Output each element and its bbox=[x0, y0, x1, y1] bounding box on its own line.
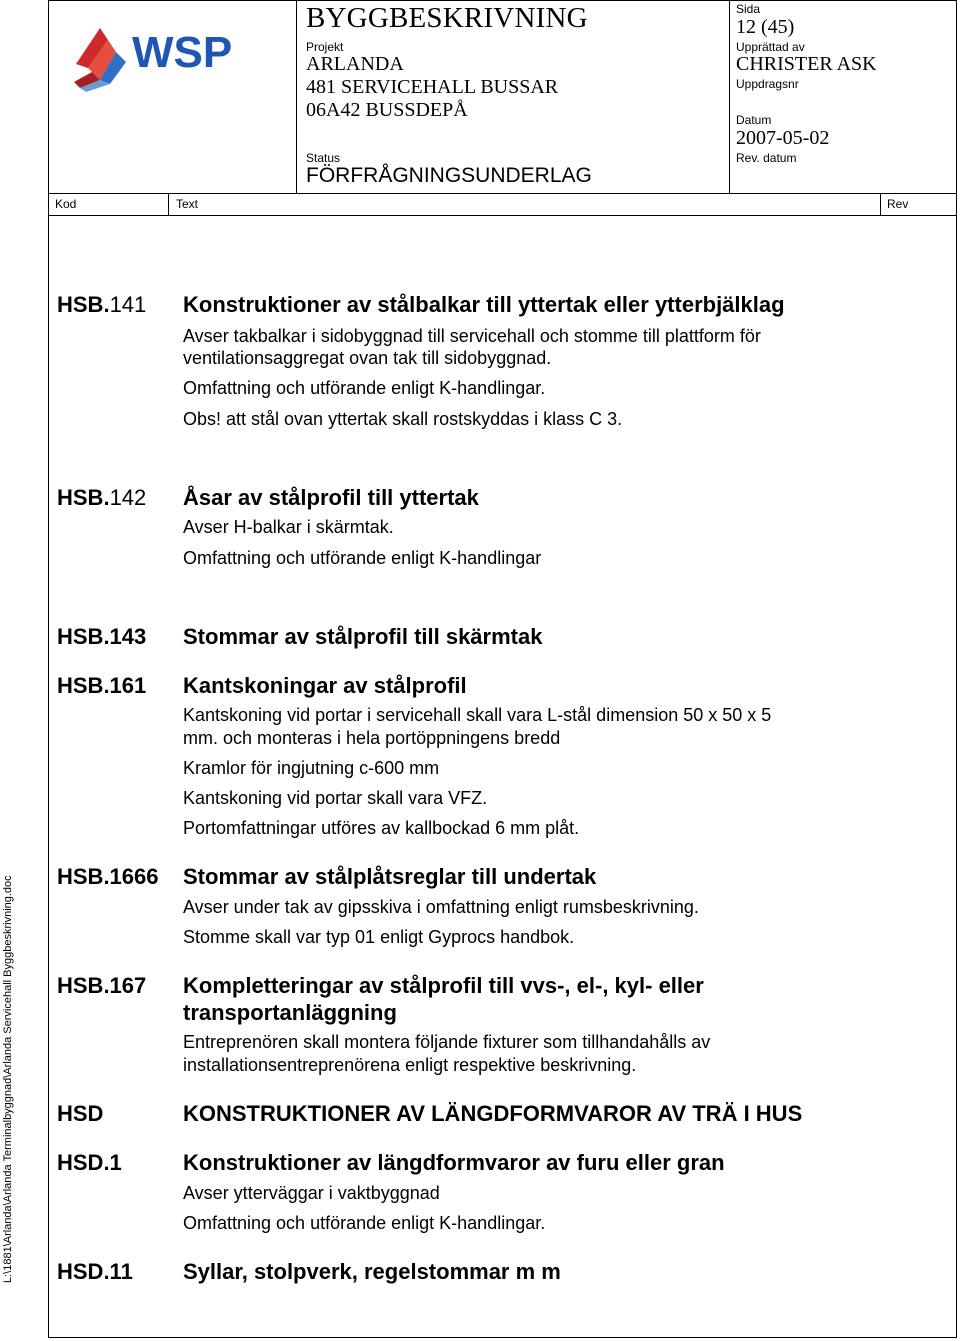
status-value: FÖRFRÅGNINGSUNDERLAG bbox=[306, 164, 592, 187]
section-code: HSB.161 bbox=[57, 673, 147, 698]
project-line-3: 06A42 BUSSDEPÅ bbox=[306, 99, 468, 121]
section-heading: Kantskoningar av stålprofil bbox=[183, 673, 467, 698]
section-heading: transportanläggning bbox=[183, 1000, 397, 1025]
author-value: CHRISTER ASK bbox=[736, 53, 877, 75]
section-text-line: Avser ytterväggar i vaktbyggnad bbox=[183, 1183, 440, 1203]
project-line-2: 481 SERVICEHALL BUSSAR bbox=[306, 76, 559, 98]
section-text-line: mm. och monteras i hela portöppningens bredd bbox=[183, 728, 561, 748]
project-line-1: ARLANDA bbox=[306, 53, 404, 75]
document-type: BYGGBESKRIVNING bbox=[306, 2, 588, 34]
section-heading: Stommar av stålplåtsreglar till undertak bbox=[183, 864, 597, 889]
column-text-heading: Text bbox=[176, 197, 199, 211]
wsp-logo bbox=[70, 22, 260, 92]
section-text-line: Portomfattningar utföres av kallbockad 6 mm plåt. bbox=[183, 818, 580, 838]
page-value: 12 (45) bbox=[736, 16, 795, 38]
section-text-line: Kramlor för ingjutning c-600 mm bbox=[183, 758, 440, 778]
section-text-line: ventilationsaggregat ovan tak till sidobyggnad. bbox=[183, 348, 552, 368]
section-code: HSB.143 bbox=[57, 624, 147, 649]
date-label: Datum bbox=[736, 113, 772, 127]
date-value: 2007-05-02 bbox=[736, 127, 830, 149]
header-divider-right bbox=[729, 0, 730, 193]
column-code-heading: Kod bbox=[55, 197, 77, 211]
rev-date-label: Rev. datum bbox=[736, 151, 797, 165]
file-path-sidebar: L:\1881\Arlanda\Arlanda Terminalbyggnad\Arlanda Servicehall Byggbeskrivning.doc bbox=[2, 875, 14, 1283]
section-text-line: Omfattning och utförande enligt K-handlingar bbox=[183, 548, 542, 568]
section-text-line: Stomme skall var typ 01 enligt Gyprocs handbok. bbox=[183, 927, 575, 947]
assignment-label: Uppdragsnr bbox=[736, 77, 799, 91]
section-code: HSB.1666 bbox=[57, 864, 159, 889]
section-text-line: Obs! att stål ovan yttertak skall rostskyddas i klass C 3. bbox=[183, 409, 623, 429]
section-code: HSB.142 bbox=[57, 485, 147, 510]
section-code: HSB.141 bbox=[57, 292, 147, 317]
section-text-line: Avser H-balkar i skärmtak. bbox=[183, 517, 394, 537]
column-divider-rev bbox=[880, 193, 881, 215]
project-label: Projekt bbox=[306, 40, 344, 54]
section-heading: Stommar av stålprofil till skärmtak bbox=[183, 624, 543, 649]
section-text-line: Avser under tak av gipsskiva i omfattning enligt rumsbeskrivning. bbox=[183, 897, 699, 917]
section-text-line: Kantskoning vid portar i servicehall skall vara L-stål dimension 50 x 50 x 5 bbox=[183, 705, 772, 725]
section-text-line: installationsentreprenörena enligt respektive beskrivning. bbox=[183, 1055, 637, 1075]
section-heading: Konstruktioner av stålbalkar till yttertak eller ytterbjälklag bbox=[183, 292, 785, 317]
section-code: HSD.11 bbox=[57, 1259, 133, 1284]
section-text-line: Entreprenören skall montera följande fixturer som tillhandahålls av bbox=[183, 1032, 711, 1052]
section-text-line: Omfattning och utförande enligt K-handlingar. bbox=[183, 378, 546, 398]
author-label: Upprättad av bbox=[736, 40, 805, 54]
column-rev-heading: Rev bbox=[887, 197, 909, 211]
section-text-line: Avser takbalkar i sidobyggnad till servicehall och stomme till plattform för bbox=[183, 326, 761, 346]
header-divider-left bbox=[296, 0, 297, 193]
column-divider-code bbox=[168, 193, 169, 215]
section-heading: Kompletteringar av stålprofil till vvs-, el-, kyl- eller bbox=[183, 973, 704, 998]
svg-text:WSP: WSP bbox=[132, 28, 233, 77]
section-heading: Syllar, stolpverk, regelstommar m m bbox=[183, 1259, 561, 1284]
section-code: HSD bbox=[57, 1101, 104, 1126]
columns-bottom-rule bbox=[48, 215, 957, 216]
status-label: Status bbox=[306, 151, 341, 165]
section-heading: Konstruktioner av längdformvaror av furu eller gran bbox=[183, 1150, 725, 1175]
section-text-line: Kantskoning vid portar skall vara VFZ. bbox=[183, 788, 488, 808]
section-heading: KONSTRUKTIONER AV LÄNGDFORMVAROR AV TRÄ I HUS bbox=[183, 1101, 803, 1126]
section-heading: Åsar av stålprofil till yttertak bbox=[183, 485, 479, 510]
section-code: HSB.167 bbox=[57, 973, 147, 998]
section-code: HSD.1 bbox=[57, 1150, 122, 1175]
page-label: Sida bbox=[736, 2, 761, 16]
header-bottom-rule bbox=[48, 193, 957, 194]
section-text-line: Omfattning och utförande enligt K-handlingar. bbox=[183, 1213, 546, 1233]
